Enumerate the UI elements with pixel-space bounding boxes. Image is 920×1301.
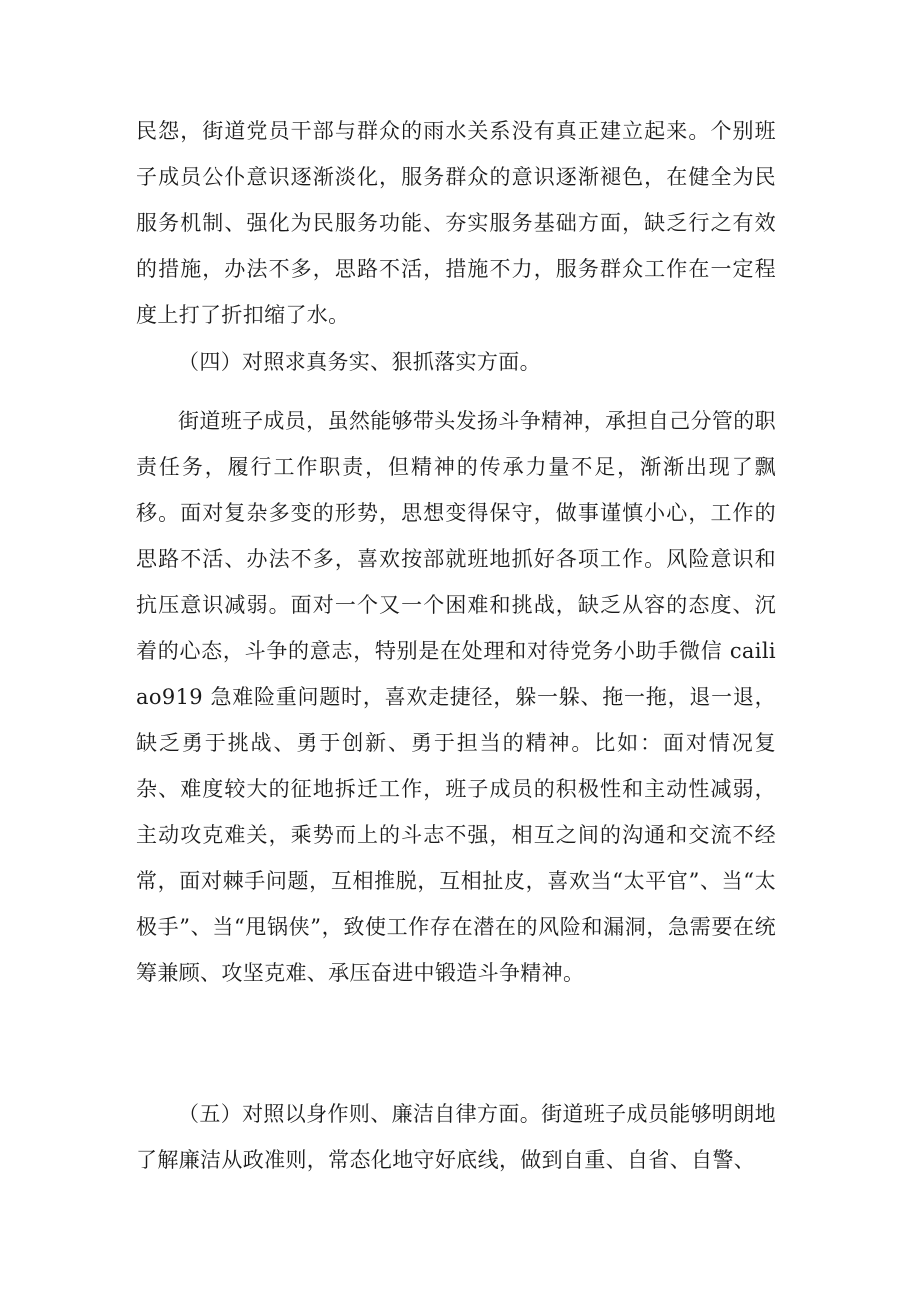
paragraph-struggle-spirit: 街道班子成员，虽然能够带头发扬斗争精神，承担自己分管的职责任务，履行工作职责，但精神的传承力量不足，渐渐出现了飘移。面对复杂多变的形势，思想变得保守，做事谨慎小心，工作的思路不活、办法不多，喜欢按部就班地抓好各项工作。风险意识和抗压意识减弱。面对一个又一个困难和挑战，缺乏从容的态度、沉着的心态，斗争的意志，特别是在处理和对待党务小助手微信 cailiao919 急难险重问题时，喜欢走捷径，躲一躲、拖一拖，退一退，缺乏勇于挑战、勇于创新、勇于担当的精神。比如：面对情况复杂、难度较大的征地拆迁工作，班子成员的积极性和主动性减弱，主动攻克难关，乘势而上的斗志不强，相互之间的沟通和交流不经常，面对棘手问题，互相推脱，互相扯皮，喜欢当“太平官”、当“太极手”、当“甩锅侠”，致使工作存在潜在的风险和漏洞，急需要在统筹兼顾、攻坚克难、承压奋进中锻造斗争精神。 <box>136 409 776 985</box>
section-heading-4: （四）对照求真务实、狠抓落实方面。 <box>178 350 541 374</box>
paragraph-service-issues: 民怨，街道党员干部与群众的雨水关系没有真正建立起来。个别班子成员公仆意识逐渐淡化，服务群众的意识逐渐褪色，在健全为民服务机制、强化为民服务功能、夯实服务基础方面，缺乏行之有效的措施，办法不多，思路不活，措施不力，服务群众工作在一定程度上打了折扣缩了水。 <box>136 119 776 327</box>
paragraph-integrity: （五）对照以身作则、廉洁自律方面。街道班子成员能够明朗地了解廉洁从政准则，常态化地守好底线，做到自重、自省、自警、 <box>136 1102 776 1172</box>
